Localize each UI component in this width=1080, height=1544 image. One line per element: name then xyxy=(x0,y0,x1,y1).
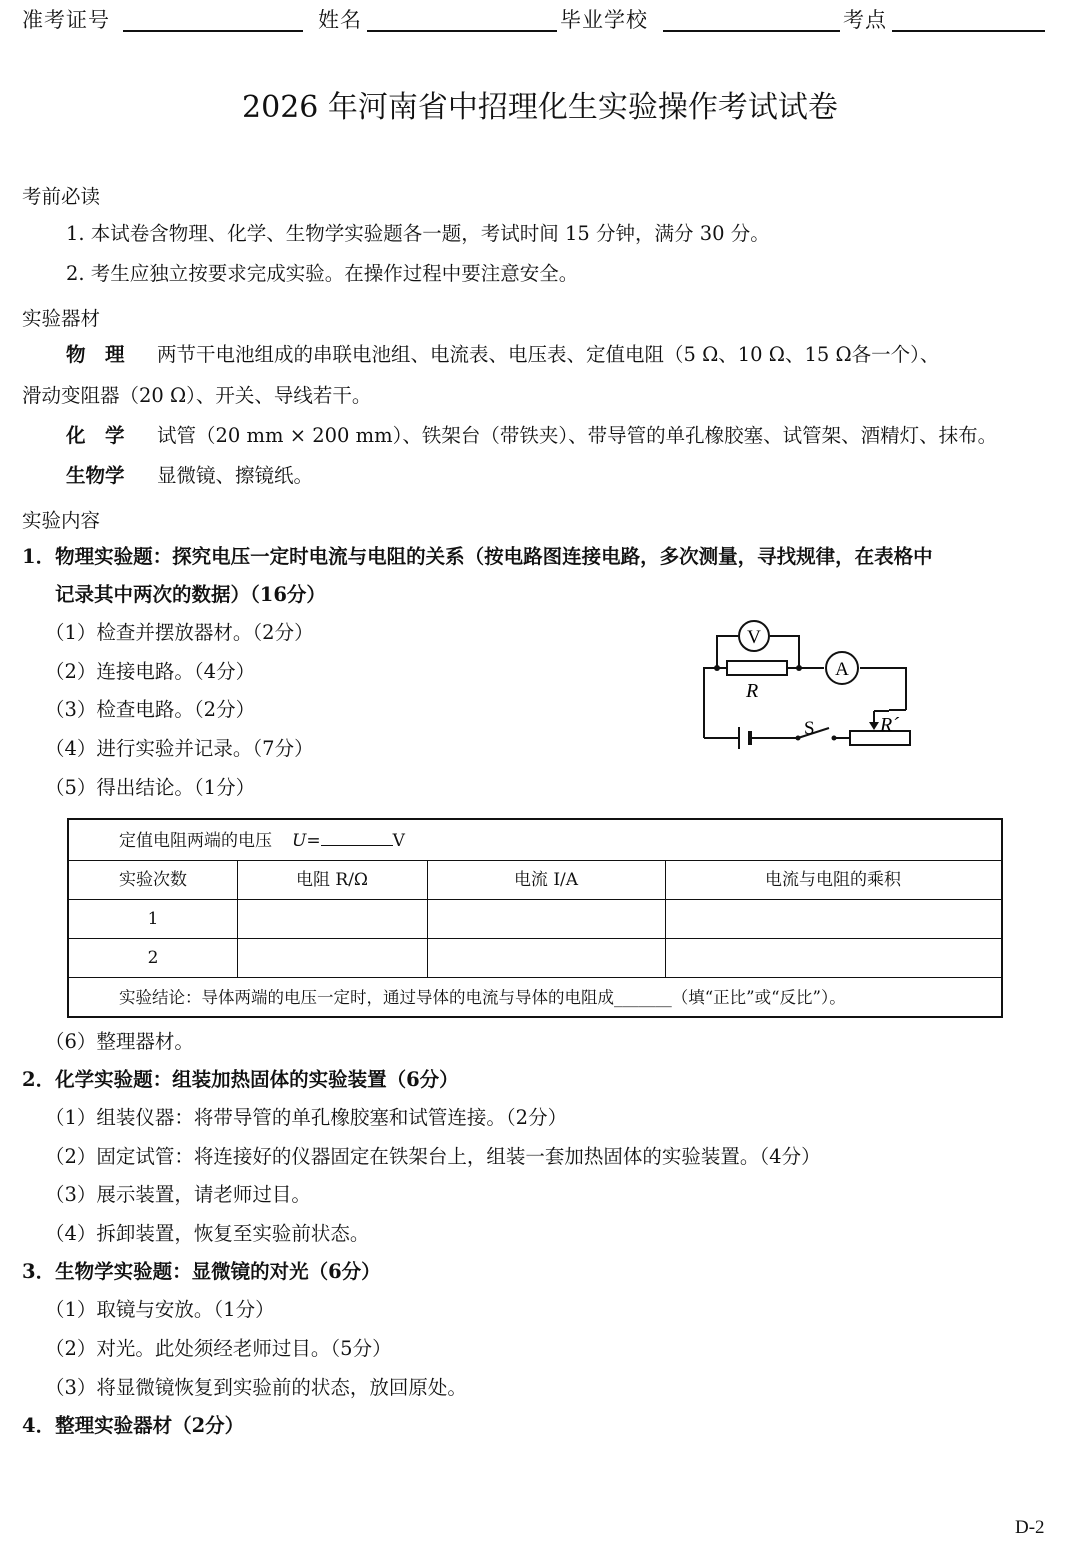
voltage-row xyxy=(119,830,405,851)
table-rule xyxy=(69,860,1001,861)
q3-title: 3．生物学实验题：显微镜的对光（6分） xyxy=(22,1260,381,1283)
ticket-number-label: 准考证号 xyxy=(22,8,110,32)
chemistry-text: 试管（20 mm × 200 mm）、铁架台（带铁夹）、带导管的单孔橡胶塞、试管架、酒精灯、抹布。 xyxy=(157,424,998,447)
q2-step-2: （2）固定试管：将连接好的仪器固定在铁架台上，组装一套加热固体的实验装置。（4分） xyxy=(45,1145,821,1168)
equipment-biology xyxy=(66,464,313,488)
school-blank[interactable] xyxy=(663,30,840,32)
notice-heading: 考前必读 xyxy=(22,185,101,208)
chemistry-label: 化 学 xyxy=(66,424,125,447)
table-rule xyxy=(69,899,1001,900)
q2-step-1: （1）组装仪器：将带导管的单孔橡胶塞和试管连接。（2分） xyxy=(45,1106,568,1129)
voltage-symbol: U= xyxy=(292,831,321,851)
q2-title: 2．化学实验题：组装加热固体的实验装置（6分） xyxy=(22,1068,459,1091)
header-current: 电流 I/A xyxy=(513,870,579,890)
header-trial: 实验次数 xyxy=(119,870,187,890)
table-row-1-index: 1 xyxy=(147,909,159,929)
equipment-chemistry xyxy=(66,424,997,448)
q1-step-4: （4）进行实验并记录。（7分） xyxy=(45,737,314,760)
q4-title: 4．整理实验器材（2分） xyxy=(22,1414,245,1437)
notice-item-1: 1. 本试卷含物理、化学、生物学实验题各一题，考试时间 15 分钟，满分 30 分。 xyxy=(66,222,770,245)
table-rule xyxy=(69,938,1001,939)
biology-label: 生物学 xyxy=(66,464,125,487)
q1-step-6: （6）整理器材。 xyxy=(45,1030,194,1053)
q3-step-3: （3）将显微镜恢复到实验前的状态，放回原处。 xyxy=(45,1376,467,1399)
q1-title-line1: 1．物理实验题：探究电压一定时电流与电阻的关系（按电路图连接电路，多次测量，寻找规律，在表格中 xyxy=(22,545,933,568)
header-product: 电流与电阻的乘积 xyxy=(765,870,901,890)
equipment-heading: 实验器材 xyxy=(22,307,101,330)
q1-title-line2: 记录其中两次的数据）（16分） xyxy=(55,583,326,606)
physics-text-continued: 滑动变阻器（20 Ω）、开关、导线若干。 xyxy=(22,384,372,407)
q1-step-5: （5）得出结论。（1分） xyxy=(45,776,256,799)
switch-contact xyxy=(832,736,837,741)
q1-step-2: （2）连接电路。（4分） xyxy=(45,660,256,683)
resistor-label: R xyxy=(746,680,759,702)
q1-step-3: （3）检查电路。（2分） xyxy=(45,698,256,721)
exam-site-blank[interactable] xyxy=(892,30,1045,32)
name-blank[interactable] xyxy=(367,30,557,32)
equipment-physics xyxy=(66,343,939,367)
rheostat-arrow xyxy=(869,722,879,730)
data-table xyxy=(67,818,1003,1018)
q2-step-3: （3）展示装置，请老师过目。 xyxy=(45,1183,311,1206)
physics-text: 两节干电池组成的串联电池组、电流表、电压表、定值电阻（5 Ω、10 Ω、15 Ω各一个）、 xyxy=(157,343,940,366)
page-number: D-2 xyxy=(1015,1517,1045,1538)
biology-text: 显微镜、擦镜纸。 xyxy=(157,464,314,487)
ammeter-label: A xyxy=(835,659,849,680)
voltage-blank[interactable] xyxy=(321,830,393,846)
exam-site-label: 考点 xyxy=(843,8,887,32)
header-resistance: 电阻 R/Ω xyxy=(295,870,369,890)
q3-step-1: （1）取镜与安放。（1分） xyxy=(45,1298,275,1321)
resistor-r xyxy=(727,661,787,675)
school-label: 毕业学校 xyxy=(560,8,648,32)
physics-label: 物 理 xyxy=(66,343,125,366)
circuit-diagram xyxy=(698,618,918,758)
q2-step-4: （4）拆卸装置，恢复至实验前状态。 xyxy=(45,1222,370,1245)
name-label: 姓名 xyxy=(318,8,362,32)
table-rule xyxy=(69,977,1001,978)
junction-dot-left xyxy=(714,665,720,671)
junction-dot-right xyxy=(796,665,802,671)
q3-step-2: （2）对光。此处须经老师过目。（5分） xyxy=(45,1337,392,1360)
content-heading: 实验内容 xyxy=(22,509,101,532)
voltmeter-label: V xyxy=(747,627,761,648)
conclusion-text: 实验结论：导体两端的电压一定时，通过导体的电流与导体的电阻成_______（填“正比”或“反比”）。 xyxy=(119,988,846,1007)
notice-item-2: 2. 考生应独立按要求完成实验。在操作过程中要注意安全。 xyxy=(66,262,579,285)
rheostat-label: R´ xyxy=(880,714,899,736)
switch-label: S xyxy=(804,718,815,739)
voltage-label: 定值电阻两端的电压 xyxy=(119,831,272,851)
table-row-2-index: 2 xyxy=(147,948,159,968)
voltage-unit: V xyxy=(392,831,405,851)
page-title: 2026 年河南省中招理化生实验操作考试试卷 xyxy=(242,90,838,125)
q1-step-1: （1）检查并摆放器材。（2分） xyxy=(45,621,314,644)
ticket-number-blank[interactable] xyxy=(123,30,303,32)
